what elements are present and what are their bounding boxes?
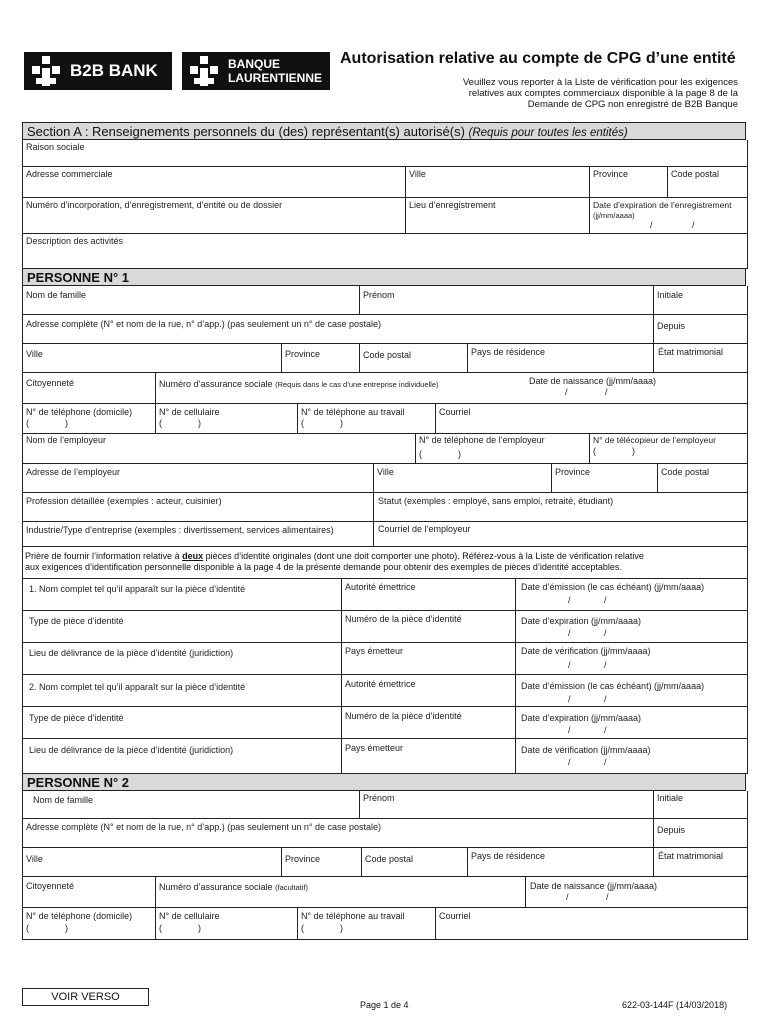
personne2-form	[22, 791, 748, 940]
p1-id2-pays-label: Pays émetteur	[345, 743, 404, 753]
p1-cell-paren-close: )	[198, 418, 201, 428]
p1-id1-date-verification-field[interactable]	[515, 643, 747, 674]
p1-adresse-employeur-row	[23, 464, 747, 493]
p1-etat-matrimonial-label: État matrimonial	[658, 347, 724, 357]
raison-sociale-label: Raison sociale	[26, 142, 85, 152]
p1-industrie-field[interactable]: Industrie/Type d’entreprise (exemples : divertissement, services alimentaires)	[26, 525, 334, 535]
p1-trav-paren-open: (	[301, 418, 304, 428]
p1-dn-slash-2: /	[605, 387, 608, 397]
p2-nas-field[interactable]	[155, 877, 525, 907]
p1-initiale-label: Initiale	[657, 290, 684, 300]
date-slash-1: /	[650, 220, 653, 230]
p1-adresse-field[interactable]: Adresse complète (N° et nom de la rue, n° d’app.) (pas seulement un n° de case postale)	[26, 319, 381, 329]
p1-nas-text: Numéro d’assurance sociale	[159, 379, 273, 389]
p2-adresse-field[interactable]: Adresse complète (N° et nom de la rue, n° d’app.) (pas seulement un n° de case postale)	[26, 822, 381, 832]
section-a-note: (Requis pour toutes les entités)	[468, 127, 628, 139]
p1-id1-lieu-field[interactable]: Lieu de délivrance de la pièce d’identité (juridiction)	[29, 648, 234, 658]
p2-nas-label	[159, 882, 308, 892]
p1-statut-field[interactable]	[373, 493, 747, 521]
p2-courriel-label: Courriel	[439, 911, 471, 921]
p1-id1-nom-field[interactable]: 1. Nom complet tel qu’il apparaît sur la pièce d’identité	[29, 584, 246, 594]
page-number: Page 1 de 4	[360, 1000, 409, 1010]
p1-ville-field[interactable]: Ville	[26, 349, 43, 359]
p2-dn-slash-1: /	[566, 892, 569, 902]
p1-id1-de-slash-2: /	[604, 595, 607, 605]
p1-id2-dv-slash-2: /	[604, 757, 607, 767]
p1-id1-date-emission-field[interactable]	[515, 579, 747, 610]
p1-pays-residence-label: Pays de résidence	[471, 347, 546, 357]
p1-code-postal-employeur-field[interactable]	[657, 464, 747, 492]
bl-emblem-icon	[186, 54, 222, 88]
bl-logo-line2: LAURENTIENNE	[228, 71, 323, 85]
page-title: Autorisation relative au compte de CPG d’une entité	[340, 50, 736, 67]
p1-courriel-employeur-label: Courriel de l’employeur	[378, 524, 471, 534]
p2-code-postal-label: Code postal	[365, 854, 414, 864]
p1-nas-note: (Requis dans le cas d’une entreprise individuelle)	[275, 380, 439, 389]
p2-dn-slash-2: /	[606, 892, 609, 902]
p1-id1-date-emission-label: Date d’émission (le cas échéant) (jj/mm/aaaa)	[521, 582, 705, 592]
p2-province-field[interactable]	[281, 848, 361, 876]
p1-ville-employeur-field[interactable]	[373, 464, 551, 492]
p2-cellulaire-field[interactable]	[155, 908, 297, 939]
banque-laurentienne-logo	[182, 52, 330, 90]
p1-tel-travail-label: N° de téléphone au travail	[301, 407, 405, 417]
p2-name-row	[23, 791, 747, 819]
p1-courriel-label: Courriel	[439, 407, 471, 417]
p1-prenom-field[interactable]	[359, 286, 653, 314]
p1-adresse-employeur-field[interactable]: Adresse de l’employeur	[26, 467, 121, 477]
personne2-title: PERSONNE N° 2	[27, 775, 130, 790]
personne2-header	[22, 773, 746, 791]
p1-code-postal-label: Code postal	[363, 350, 412, 360]
b2b-logo-text: B2B BANK	[70, 61, 158, 80]
p1-id2-type-field[interactable]: Type de pièce d’identité	[29, 713, 124, 723]
p1-id2-autorite-field[interactable]	[341, 675, 515, 706]
p2-initiale-label: Initiale	[657, 793, 684, 803]
p2-prenom-label: Prénom	[363, 793, 395, 803]
p2-depuis-label: Depuis	[657, 825, 686, 835]
province-field[interactable]	[589, 167, 667, 197]
p1-pays-residence-field[interactable]	[467, 344, 653, 372]
p1-depuis-field[interactable]	[653, 315, 747, 343]
p2-pays-residence-label: Pays de résidence	[471, 851, 546, 861]
p1-id2-date-emission-field[interactable]	[515, 675, 747, 706]
p2-date-naissance-field[interactable]	[525, 877, 747, 907]
p1-prenom-label: Prénom	[363, 290, 395, 300]
section-a-header	[22, 122, 746, 140]
subtitle-line3: Demande de CPG non enregistré de B2B Banque	[527, 99, 738, 110]
p1-province-employeur-field[interactable]	[551, 464, 657, 492]
p1-id1-pays-label: Pays émetteur	[345, 646, 404, 656]
p1-nom-famille-field[interactable]: Nom de famille	[26, 290, 87, 300]
p2-depuis-field[interactable]	[653, 819, 747, 847]
adresse-commerciale-field[interactable]: Adresse commerciale	[26, 169, 113, 179]
p1-id1-nom-row	[23, 579, 747, 611]
p1-id2-pays-field[interactable]	[341, 739, 515, 773]
p1-id1-numero-field[interactable]	[341, 611, 515, 642]
p1-tel-domicile-field[interactable]: N° de téléphone (domicile)	[26, 407, 133, 417]
p1-id1-date-verification-label: Date de vérification (jj/mm/aaaa)	[521, 646, 651, 656]
p1-id-note-row	[23, 547, 747, 579]
p1-code-postal-employeur-label: Code postal	[661, 467, 710, 477]
date-expiration-field[interactable]	[589, 198, 747, 233]
p1-cellulaire-field[interactable]	[155, 404, 297, 433]
incorporation-row	[23, 198, 747, 234]
description-activites-field[interactable]	[23, 234, 747, 268]
b2b-bank-logo	[24, 52, 172, 90]
p2-nas-note: (facultatif)	[275, 883, 309, 892]
p1-telemp-paren-close: )	[458, 449, 461, 459]
p1-id2-de-slash-1: /	[568, 694, 571, 704]
p2-adresse-row	[23, 819, 747, 848]
p1-dn-slash-1: /	[565, 387, 568, 397]
p1-telecopieur-employeur-field[interactable]	[589, 434, 747, 463]
date-slash-2: /	[692, 220, 695, 230]
p1-ville-row	[23, 344, 747, 373]
p1-fax-paren-open: (	[593, 446, 596, 456]
p2-nas-text: Numéro d’assurance sociale	[159, 882, 273, 892]
p2-etat-matrimonial-label: État matrimonial	[658, 851, 724, 861]
p1-id2-date-expiration-field[interactable]	[515, 707, 747, 738]
p1-id2-date-expiration-label: Date d’expiration (jj/mm/aaaa)	[521, 713, 642, 723]
p1-id2-dx-slash-2: /	[604, 725, 607, 735]
p1-date-naissance-field[interactable]	[523, 373, 747, 403]
p2-date-naissance-label: Date de naissance (jj/mm/aaaa)	[530, 881, 658, 891]
p2-cell-paren-close: )	[198, 923, 201, 933]
p2-courriel-field[interactable]	[435, 908, 747, 939]
p1-tel-travail-field[interactable]	[297, 404, 435, 433]
p1-id1-type-field[interactable]: Type de pièce d’identité	[29, 616, 124, 626]
p2-cell-paren-open: (	[159, 923, 162, 933]
p1-id2-nom-row	[23, 675, 747, 707]
personne1-header	[22, 268, 746, 286]
p1-id-note-part2: pièces d’identité originales (dont une doit comporter une photo). Référez-vous à la Liste de vérification relative	[205, 551, 644, 561]
p1-nas-field[interactable]	[155, 373, 523, 403]
code-postal-label: Code postal	[671, 169, 720, 179]
p1-id2-dv-slash-1: /	[568, 757, 571, 767]
p2-prenom-field[interactable]	[359, 791, 653, 818]
p1-telemp-paren-open: (	[419, 449, 422, 459]
subtitle-line2: relatives aux comptes commerciaux disponible à la page 8 de la	[468, 88, 738, 99]
date-expiration-label: Date d’expiration de l’enregistrement	[593, 200, 732, 210]
p1-etat-matrimonial-field[interactable]	[653, 344, 747, 372]
p1-id1-dv-slash-2: /	[604, 660, 607, 670]
p2-nom-famille-field[interactable]: Nom de famille	[33, 795, 94, 805]
p1-profession-row	[23, 493, 747, 522]
p1-id2-nom-field[interactable]: 2. Nom complet tel qu’il apparaît sur la pièce d’identité	[29, 682, 246, 692]
p1-industrie-row	[23, 522, 747, 547]
p2-code-postal-field[interactable]	[361, 848, 467, 876]
p1-id2-date-verification-label: Date de vérification (jj/mm/aaaa)	[521, 745, 651, 755]
p2-ville-field[interactable]: Ville	[26, 854, 43, 864]
p1-id2-type-row	[23, 707, 747, 739]
code-postal-field[interactable]	[667, 167, 747, 197]
ville-label: Ville	[409, 169, 426, 179]
p1-tel-employeur-label: N° de téléphone de l’employeur	[419, 435, 545, 445]
voir-verso-button[interactable]: VOIR VERSO	[22, 988, 149, 1006]
p1-province-label: Province	[285, 349, 321, 359]
p1-citoyennete-field[interactable]: Citoyenneté	[26, 378, 75, 388]
personne1-form	[22, 286, 748, 774]
p1-id1-numero-label: Numéro de la pièce d’identité	[345, 614, 462, 624]
p2-etat-matrimonial-field[interactable]	[653, 848, 747, 876]
p1-nom-employeur-field[interactable]: Nom de l’employeur	[26, 435, 107, 445]
p2-province-label: Province	[285, 854, 321, 864]
p2-ville-row	[23, 848, 747, 877]
p2-cellulaire-label: N° de cellulaire	[159, 911, 220, 921]
p1-id2-dx-slash-1: /	[568, 725, 571, 735]
p1-name-row	[23, 286, 747, 315]
p1-adresse-row	[23, 315, 747, 344]
p1-id-note	[25, 551, 745, 573]
numero-incorporation-field[interactable]: Numéro d’incorporation, d’enregistrement, d’entité ou de dossier	[26, 200, 283, 210]
bl-logo-line1: BANQUE	[228, 57, 281, 71]
p1-id1-autorite-label: Autorité émettrice	[345, 582, 416, 592]
p1-id2-date-emission-label: Date d’émission (le cas échéant) (jj/mm/aaaa)	[521, 681, 705, 691]
p2-citoyennete-row	[23, 877, 747, 908]
p1-id-note-line2: aux exigences d’identification personnelle disponible à la page 4 de la présente demande pour obtenir des exemples de pièces d’identité acceptables.	[25, 562, 622, 572]
p1-id2-lieu-row	[23, 739, 747, 773]
form-code: 622-03-144F (14/03/2018)	[622, 1000, 728, 1010]
lieu-enregistrement-field[interactable]	[405, 198, 589, 233]
p1-ville-employeur-label: Ville	[377, 467, 394, 477]
p1-statut-label: Statut (exemples : employé, sans emploi, retraité, étudiant)	[378, 496, 614, 506]
p2-pays-residence-field[interactable]	[467, 848, 653, 876]
personne1-title: PERSONNE N° 1	[27, 270, 130, 285]
p1-cell-paren-open: (	[159, 418, 162, 428]
p1-id1-dv-slash-1: /	[568, 660, 571, 670]
p1-id1-autorite-field[interactable]	[341, 579, 515, 610]
p1-id2-numero-field[interactable]	[341, 707, 515, 738]
p1-courriel-employeur-field[interactable]	[373, 522, 747, 546]
p1-id1-dx-slash-1: /	[568, 628, 571, 638]
description-activites-label: Description des activités	[26, 236, 124, 246]
p1-province-field[interactable]	[281, 344, 359, 372]
date-format-label: (jj/mm/aaaa)	[593, 211, 635, 220]
p1-id2-numero-label: Numéro de la pièce d’identité	[345, 711, 462, 721]
p1-profession-field[interactable]: Profession détaillée (exemples : acteur, cuisinier)	[26, 496, 222, 506]
p2-trav-paren-close: )	[340, 923, 343, 933]
p2-telephone-row	[23, 908, 747, 939]
p2-tel-dom-paren-open: (	[26, 923, 29, 933]
p1-cellulaire-label: N° de cellulaire	[159, 407, 220, 417]
section-a-form	[22, 140, 748, 269]
subtitle-line1: Veuillez vous reporter à la Liste de vérification pour les exigences	[462, 77, 738, 88]
p1-id1-dx-slash-2: /	[604, 628, 607, 638]
p1-nas-label	[159, 379, 439, 389]
p1-id2-lieu-field[interactable]: Lieu de délivrance de la pièce d’identité (juridiction)	[29, 745, 234, 755]
p2-tel-domicile-field[interactable]: N° de téléphone (domicile)	[26, 911, 133, 921]
p1-province-employeur-label: Province	[555, 467, 591, 477]
p1-id2-autorite-label: Autorité émettrice	[345, 679, 416, 689]
p2-citoyennete-field[interactable]: Citoyenneté	[26, 881, 75, 891]
raison-sociale-field[interactable]	[23, 140, 747, 167]
b2b-emblem-icon	[28, 54, 64, 88]
p1-depuis-label: Depuis	[657, 321, 686, 331]
province-label: Province	[593, 169, 629, 179]
p2-trav-paren-open: (	[301, 923, 304, 933]
p1-telecopieur-label: N° de télécopieur de l’employeur	[593, 435, 716, 445]
p1-id1-date-expiration-field[interactable]	[515, 611, 747, 642]
lieu-enregistrement-label: Lieu d’enregistrement	[409, 200, 496, 210]
p1-id1-type-row	[23, 611, 747, 643]
p1-trav-paren-close: )	[340, 418, 343, 428]
page-subtitle	[418, 77, 738, 110]
p2-tel-travail-label: N° de téléphone au travail	[301, 911, 405, 921]
p1-telephone-row	[23, 404, 747, 434]
p1-id1-lieu-row	[23, 643, 747, 675]
p1-date-naissance-label: Date de naissance (jj/mm/aaaa)	[529, 376, 657, 386]
p1-id1-de-slash-1: /	[568, 595, 571, 605]
p1-id2-de-slash-2: /	[604, 694, 607, 704]
p1-fax-paren-close: )	[632, 446, 635, 456]
adresse-row	[23, 167, 747, 198]
p1-id-note-line1	[25, 551, 745, 562]
p2-initiale-field[interactable]	[653, 791, 747, 818]
p1-id2-date-verification-field[interactable]	[515, 739, 747, 773]
p2-tel-travail-field[interactable]	[297, 908, 435, 939]
p1-id1-date-expiration-label: Date d’expiration (jj/mm/aaaa)	[521, 616, 642, 626]
p1-employeur-row	[23, 434, 747, 464]
section-a-title: Section A : Renseignements personnels du (des) représentant(s) autorisé(s)	[27, 124, 465, 139]
p1-id1-pays-field[interactable]	[341, 643, 515, 674]
p1-tel-dom-paren-open: (	[26, 418, 29, 428]
p1-id-note-part1: Prière de fournir l’information relative à	[25, 551, 180, 561]
p1-initiale-field[interactable]	[653, 286, 747, 314]
p1-id-note-bold: deux	[182, 551, 204, 561]
p1-citoyennete-row	[23, 373, 747, 404]
ville-field[interactable]	[405, 167, 589, 197]
p2-tel-dom-paren-close: )	[65, 923, 68, 933]
p1-tel-employeur-field[interactable]	[415, 434, 589, 463]
p1-courriel-field[interactable]	[435, 404, 747, 433]
p1-tel-dom-paren-close: )	[65, 418, 68, 428]
p1-code-postal-field[interactable]	[359, 344, 467, 372]
